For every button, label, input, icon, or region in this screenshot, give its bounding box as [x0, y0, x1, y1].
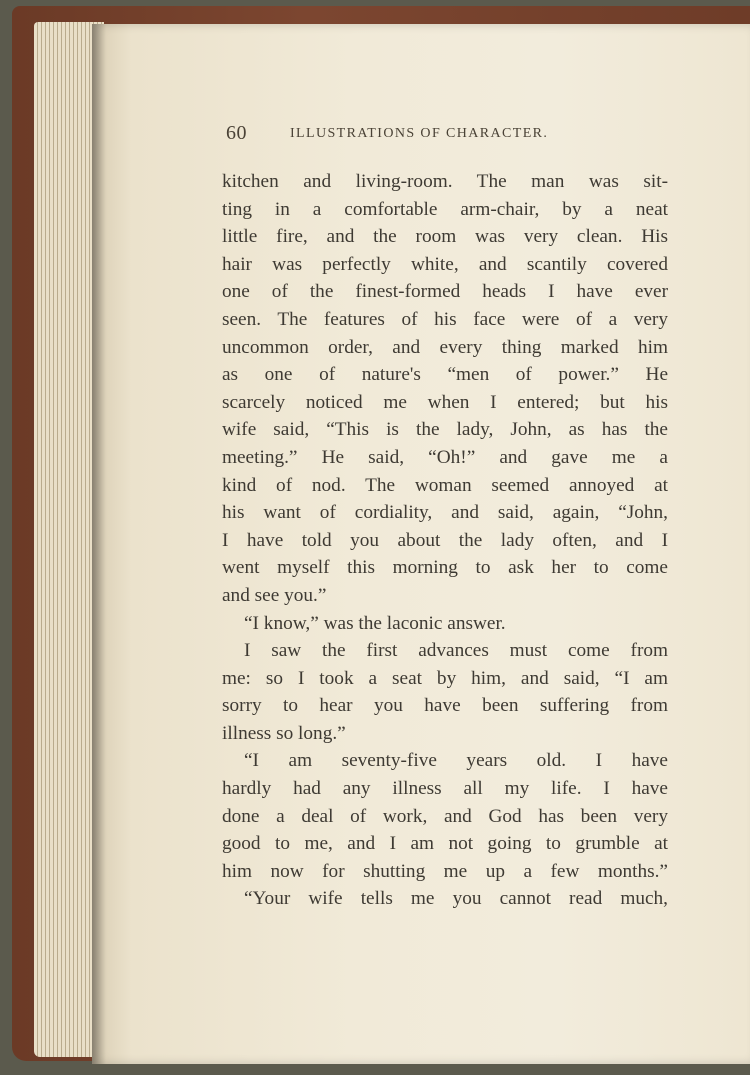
text-line: hardly had any illness all my life. I have [222, 778, 668, 800]
gutter-shadow [92, 24, 106, 1064]
text-line: kitchen and living-room. The man was sit- [222, 171, 668, 192]
text-line: meeting.” He said, “Oh!” and gave me a [222, 446, 668, 468]
text-line: ting in a comfortable arm-chair, by a neat [222, 198, 668, 220]
text-line: hair was perfectly white, and scantily covered [222, 253, 668, 275]
text-line: me: so I took a seat by him, and said, “I am [222, 667, 668, 689]
text-line: scarcely noticed me when I entered; but his [222, 391, 668, 413]
text-line: one of the finest-formed heads I have ever [222, 281, 668, 303]
text-line: sorry to hear you have been suffering from [222, 695, 668, 717]
text-line: good to me, and I am not going to grumble at [222, 833, 668, 855]
text-line: done a deal of work, and God has been very [222, 805, 668, 827]
text-line: and see you.” [222, 584, 327, 606]
text-line: “I am seventy-five years old. I have [244, 750, 668, 772]
page-number: 60 [226, 122, 247, 144]
text-line: I have told you about the lady often, and I [222, 529, 668, 551]
text-line: kind of nod. The woman seemed annoyed at [222, 474, 668, 496]
text-line: wife said, “This is the lady, John, as has the [222, 419, 668, 441]
text-line: went myself this morning to ask her to come [222, 557, 668, 579]
text-line: “Your wife tells me you cannot read much, [244, 888, 668, 910]
text-line: as one of nature's “men of power.” He [222, 364, 668, 386]
body-text [222, 168, 668, 913]
text-line: illness so long.” [222, 722, 346, 744]
text-line: seen. The features of his face were of a very [222, 308, 668, 330]
text-line: “I know,” was the laconic answer. [244, 612, 506, 634]
page-header [226, 122, 670, 150]
running-head: ILLUSTRATIONS OF CHARACTER. [290, 126, 549, 141]
text-line: his want of cordiality, and said, again, “John, [222, 502, 668, 524]
text-line: uncommon order, and every thing marked him [222, 336, 668, 358]
text-line: him now for shutting me up a few months.” [222, 860, 668, 882]
text-line: little fire, and the room was very clean. His [222, 226, 668, 248]
text-line: I saw the first advances must come from [244, 640, 668, 662]
